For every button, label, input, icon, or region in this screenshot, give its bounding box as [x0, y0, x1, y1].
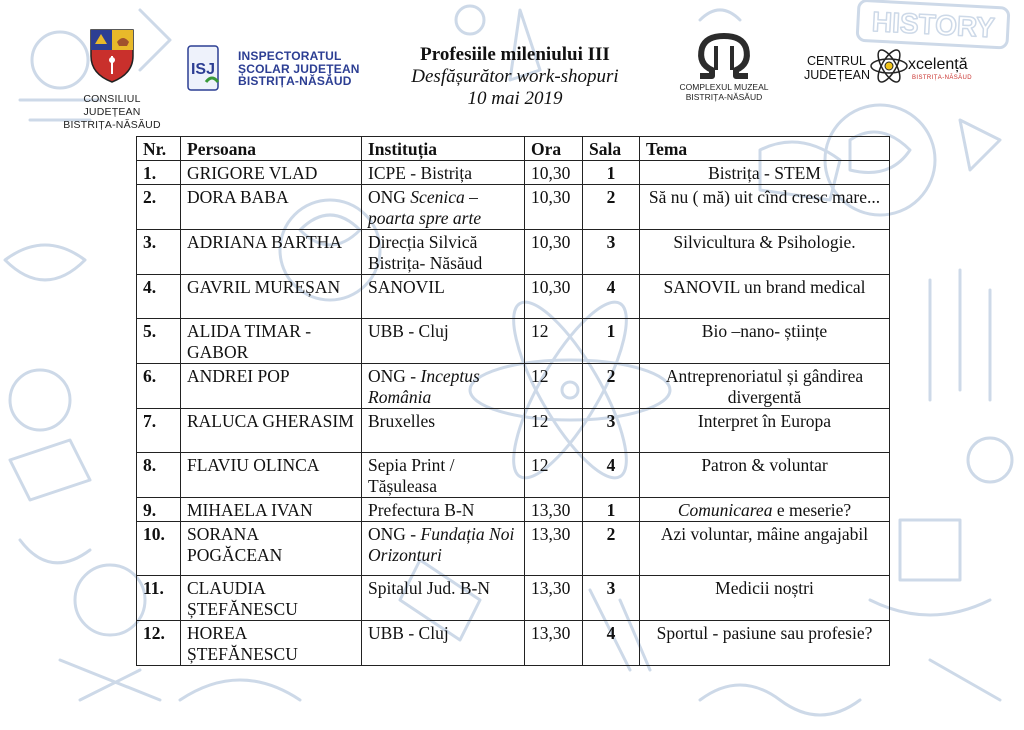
row-number: 6. — [137, 364, 181, 409]
row-number: 3. — [137, 230, 181, 275]
row-institutia — [362, 364, 525, 409]
row-number: 10. — [137, 522, 181, 576]
row-institutia — [362, 230, 525, 275]
isj-mark-icon — [186, 44, 222, 94]
row-institutia — [362, 576, 525, 621]
row-tema — [640, 576, 890, 621]
row-ora: 10,30 — [525, 161, 583, 185]
row-persoana: ADRIANA BARTHA — [181, 230, 362, 275]
header-sala: Sala — [583, 137, 640, 161]
row-persoana: ALIDA TIMAR - GABOR — [181, 319, 362, 364]
tema-text: Silvicultura & Psihologie. — [673, 232, 856, 252]
row-persoana: DORA BABA — [181, 185, 362, 230]
tema-text: SANOVIL un brand medical — [663, 277, 866, 297]
table-row — [137, 522, 890, 576]
tema-text: Antreprenoriatul și gândirea divergentă — [665, 366, 864, 407]
page-date: 10 mai 2019 — [467, 88, 563, 109]
table-row — [137, 498, 890, 522]
header-ora: Ora — [525, 137, 583, 161]
institution-name: ONG - — [368, 366, 421, 386]
institution-name: UBB - Cluj — [368, 321, 449, 341]
institution-name: ONG — [368, 187, 411, 207]
row-institutia — [362, 409, 525, 453]
row-sala: 2 — [583, 185, 640, 230]
institution-name-italic: Fundația Noi Orizonturi — [368, 524, 515, 565]
institution-name: ONG - — [368, 524, 421, 544]
row-sala: 3 — [583, 230, 640, 275]
excellence-sub: BISTRIȚA-NĂSĂUD — [912, 75, 973, 81]
row-tema — [640, 453, 890, 498]
header — [0, 0, 1024, 131]
table-row — [137, 161, 890, 185]
table-header-row — [137, 137, 890, 161]
tema-text: Azi voluntar, mâine angajabil — [660, 524, 869, 544]
page-title: Profesiile mileniului III — [420, 44, 610, 65]
excellence-center-logo — [804, 44, 994, 90]
row-sala: 4 — [583, 621, 640, 666]
row-number: 11. — [137, 576, 181, 621]
row-ora: 10,30 — [525, 230, 583, 275]
row-number: 7. — [137, 409, 181, 453]
row-tema — [640, 161, 890, 185]
row-persoana: CLAUDIA ȘTEFĂNESCU — [181, 576, 362, 621]
header-institutia: Instituția — [362, 137, 525, 161]
institution-name: Spitalul Jud. B-N — [368, 578, 491, 598]
table-row — [137, 364, 890, 409]
row-institutia — [362, 621, 525, 666]
row-tema — [640, 230, 890, 275]
row-number: 2. — [137, 185, 181, 230]
row-sala: 3 — [583, 409, 640, 453]
row-institutia — [362, 161, 525, 185]
museum-line2: BISTRIȚA-NĂSĂUD — [685, 92, 763, 102]
row-persoana: GAVRIL MUREȘAN — [181, 275, 362, 319]
isj-line2: ȘCOLAR JUDEȚEAN — [238, 61, 360, 76]
tema-text: Bistrița - STEM — [708, 163, 821, 183]
institution-name-italic: Scenica – poarta spre arte — [368, 187, 482, 228]
institution-name: ICPE - Bistrița — [368, 163, 473, 183]
row-sala: 4 — [583, 453, 640, 498]
table-row — [137, 453, 890, 498]
isj-line1: INSPECTORATUL — [238, 49, 342, 63]
row-ora: 13,30 — [525, 498, 583, 522]
isj-logo — [186, 44, 360, 96]
row-ora: 13,30 — [525, 621, 583, 666]
row-persoana: GRIGORE VLAD — [181, 161, 362, 185]
row-ora: 13,30 — [525, 522, 583, 576]
row-tema — [640, 364, 890, 409]
header-nr: Nr. — [137, 137, 181, 161]
row-ora: 12 — [525, 319, 583, 364]
row-institutia — [362, 185, 525, 230]
table-row — [137, 409, 890, 453]
table-row — [137, 621, 890, 666]
institution-name: Sepia Print / Tășuleasa — [368, 455, 455, 496]
excellence-line2: JUDEȚEAN — [804, 68, 870, 82]
institution-name: Direcția Silvică Bistrița- Năsăud — [368, 232, 483, 273]
row-number: 4. — [137, 275, 181, 319]
row-persoana: SORANA POGĂCEAN — [181, 522, 362, 576]
row-ora: 10,30 — [525, 275, 583, 319]
row-sala: 1 — [583, 161, 640, 185]
row-institutia — [362, 498, 525, 522]
institution-name-italic: Inceptus România — [368, 366, 480, 407]
row-sala: 1 — [583, 498, 640, 522]
tema-text: Patron & voluntar — [701, 455, 828, 475]
county-crest-icon — [87, 26, 137, 84]
atom-icon — [868, 44, 910, 88]
institution-name: Bruxelles — [368, 411, 436, 431]
tema-text: Sportul - pasiune sau profesie? — [656, 623, 873, 643]
table-row — [137, 230, 890, 275]
county-council-line2: BISTRIȚA-NĂSĂUD — [63, 119, 161, 131]
row-persoana: FLAVIU OLINCA — [181, 453, 362, 498]
museum-line1: COMPLEXUL MUZEAL — [679, 82, 769, 92]
row-sala: 4 — [583, 275, 640, 319]
row-sala: 2 — [583, 522, 640, 576]
county-council-logo — [56, 26, 168, 131]
row-sala: 2 — [583, 364, 640, 409]
row-ora: 12 — [525, 453, 583, 498]
row-tema — [640, 275, 890, 319]
row-tema — [640, 319, 890, 364]
table-row — [137, 319, 890, 364]
tema-text: Interpret în Europa — [697, 411, 832, 431]
tema-text: Să nu ( mă) uit cînd cresc mare... — [648, 187, 881, 207]
museum-logo — [676, 32, 772, 112]
excellence-word: xcelență — [908, 56, 968, 73]
row-number: 5. — [137, 319, 181, 364]
row-number: 9. — [137, 498, 181, 522]
row-tema — [640, 522, 890, 576]
table-row — [137, 576, 890, 621]
excellence-line1: CENTRUL — [806, 54, 866, 68]
county-council-line1: CONSILIUL JUDEȚEAN — [83, 93, 141, 118]
row-number: 12. — [137, 621, 181, 666]
institution-name: UBB - Cluj — [368, 623, 449, 643]
row-ora: 12 — [525, 409, 583, 453]
row-ora: 10,30 — [525, 185, 583, 230]
row-persoana: ANDREI POP — [181, 364, 362, 409]
row-ora: 12 — [525, 364, 583, 409]
row-sala: 1 — [583, 319, 640, 364]
tema-text: Medicii noștri — [715, 578, 814, 598]
row-institutia — [362, 275, 525, 319]
table-row — [137, 275, 890, 319]
institution-name: Prefectura B-N — [368, 500, 475, 520]
row-persoana: HOREA ȘTEFĂNESCU — [181, 621, 362, 666]
row-persoana: RALUCA GHERASIM — [181, 409, 362, 453]
row-institutia — [362, 319, 525, 364]
row-number: 8. — [137, 453, 181, 498]
row-tema — [640, 498, 890, 522]
header-tema: Tema — [640, 137, 890, 161]
header-persoana: Persoana — [181, 137, 362, 161]
tema-text: Bio –nano- științe — [701, 321, 828, 341]
table-body — [137, 161, 890, 666]
row-tema — [640, 185, 890, 230]
row-tema — [640, 409, 890, 453]
institution-name: SANOVIL — [368, 277, 445, 297]
isj-mark-text: ISJ — [190, 61, 216, 78]
tema-italic: Comunicarea — [677, 500, 773, 520]
workshop-schedule-table — [136, 136, 890, 666]
history-doodle-text: HISTORY — [871, 5, 996, 44]
row-institutia — [362, 522, 525, 576]
tema-rest: e meserie? — [772, 500, 852, 520]
page-subtitle: Desfășurător work-shopuri — [411, 66, 619, 87]
row-persoana: MIHAELA IVAN — [181, 498, 362, 522]
table-row — [137, 185, 890, 230]
title-block — [370, 44, 660, 110]
row-ora: 13,30 — [525, 576, 583, 621]
row-number: 1. — [137, 161, 181, 185]
row-sala: 3 — [583, 576, 640, 621]
row-tema — [640, 621, 890, 666]
row-institutia — [362, 453, 525, 498]
isj-line3: BISTRIȚA-NĂSĂUD — [238, 74, 352, 88]
museum-omega-icon — [690, 32, 758, 80]
